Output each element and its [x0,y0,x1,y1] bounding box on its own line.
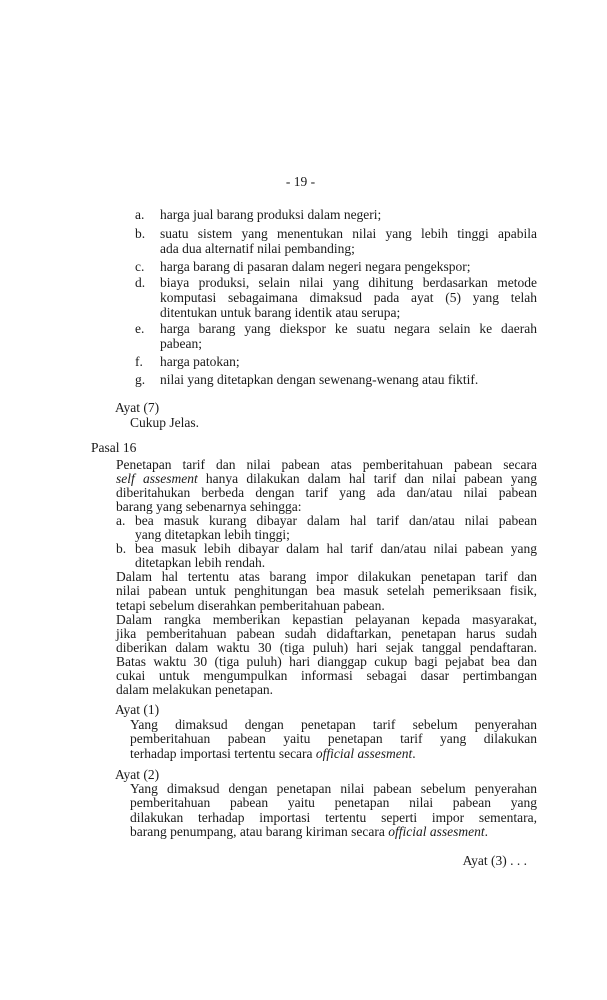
text-segment: hanya dilakukan dalam hal tarif dan nilai pabean yang [197,471,537,487]
list-item-line: harga barang yang diekspor ke suatu negara selain ke daerah [160,321,537,336]
section-body-line [130,746,537,761]
list-item-label: d. [135,275,146,290]
paragraph-line: diberitahukan berbeda dengan tarif yang ada dan/atau nilai pabean [116,485,537,501]
list-item-line: harga jual barang produksi dalam negeri; [160,207,382,222]
list-item-line: pabean; [160,336,202,351]
paragraph-line: barang yang sebenarnya sehingga: [116,499,302,515]
list-item-label: a. [135,207,145,222]
section-body-line [130,824,537,839]
section-body: Cukup Jelas. [130,415,199,430]
list-item-line: bea masuk kurang dibayar dalam hal tarif dan/atau nilai pabean [135,513,537,529]
text-segment: terhadap importasi tertentu secara [130,745,316,761]
list-item-label: c. [135,259,145,274]
italic-term: official assesment [315,745,413,761]
paragraph-line: jika pemberitahuan pabean sudah didaftarkan, penetapan harus sudah [116,625,537,641]
paragraph-line: diberikan dalam waktu 30 (tiga puluh) hari sejak tanggal pendaftaran. [116,639,537,655]
paragraph-line: Dalam hal tertentu atas barang impor dilakukan penetapan tarif dan [116,569,537,585]
list-item-line: ada dua alternatif nilai pembanding; [160,241,355,256]
section-heading: Ayat (1) [115,702,160,717]
list-item-line: harga barang di pasaran dalam negeri negara pengekspor; [160,259,471,274]
list-item-line: ditetapkan lebih rendah. [135,555,266,571]
section-body-line: Yang dimaksud dengan penetapan nilai pabean sebelum penyerahan [130,781,537,796]
list-item-line: biaya produksi, selain nilai yang dihitung berdasarkan metode [160,275,537,290]
section-body-line: Yang dimaksud dengan penetapan tarif sebelum penyerahan [130,717,537,732]
list-item-line: komputasi sebagaimana dimaksud pada ayat (5) yang telah [160,290,537,305]
paragraph-line: cukai untuk mengumpulkan informasi sebagai dasar pertimbangan [116,667,537,683]
paragraph-line: nilai pabean untuk penghitungan bea masuk setelah pemeriksaan fisik, [116,583,537,599]
paragraph-line: dalam melakukan penetapan. [116,681,274,697]
paragraph-line: tetapi sebelum diserahkan pemberitahuan pabean. [116,597,385,613]
text-segment: . [412,745,416,761]
text-segment: barang penumpang, atau barang kiriman secara [130,823,389,839]
page-number: - 19 - [285,174,316,189]
section-body-line: pemberitahuan pabean yaitu penetapan nilai pabean yang [130,795,537,811]
paragraph-line [116,471,537,486]
list-item-label: f. [135,354,143,369]
paragraph-line: Batas waktu 30 (tiga puluh) hari dianggap cukup bagi pejabat bea dan [116,653,537,669]
list-item-label: b. [116,541,127,557]
section-body-line: pemberitahuan pabean yaitu penetapan tarif yang dilakukan [130,731,537,747]
italic-term: official assesment [388,823,485,839]
list-item-line: ditentukan untuk barang identik atau serupa; [160,305,401,320]
list-item-label: a. [116,513,126,529]
list-item-line: nilai yang ditetapkan dengan sewenang-wenang atau fiktif. [160,372,479,387]
list-item-line: bea masuk lebih dibayar dalam hal tarif dan/atau nilai pabean yang [135,541,537,557]
list-item-label: e. [135,321,145,336]
continuation-marker: Ayat (3) . . . [462,853,527,868]
list-item-line: yang ditetapkan lebih tinggi; [135,527,290,543]
list-item-line: harga patokan; [160,354,240,369]
section-heading: Ayat (7) [115,400,160,415]
section-heading: Ayat (2) [115,767,160,782]
section-body-line: dilakukan terhadap importasi tertentu seperti impor sementara, [130,809,537,825]
list-item-label: g. [135,372,146,387]
italic-term: self assesment [116,471,198,487]
list-item-label: b. [135,226,146,241]
paragraph-line: Penetapan tarif dan nilai pabean atas pemberitahuan pabean secara [116,457,537,472]
article-heading: Pasal 16 [91,440,137,455]
list-item-line: suatu sistem yang menentukan nilai yang lebih tinggi apabila [160,226,537,241]
text-segment: . [484,823,489,839]
paragraph-line: Dalam rangka memberikan kepastian pelayanan kepada masyarakat, [116,611,537,627]
